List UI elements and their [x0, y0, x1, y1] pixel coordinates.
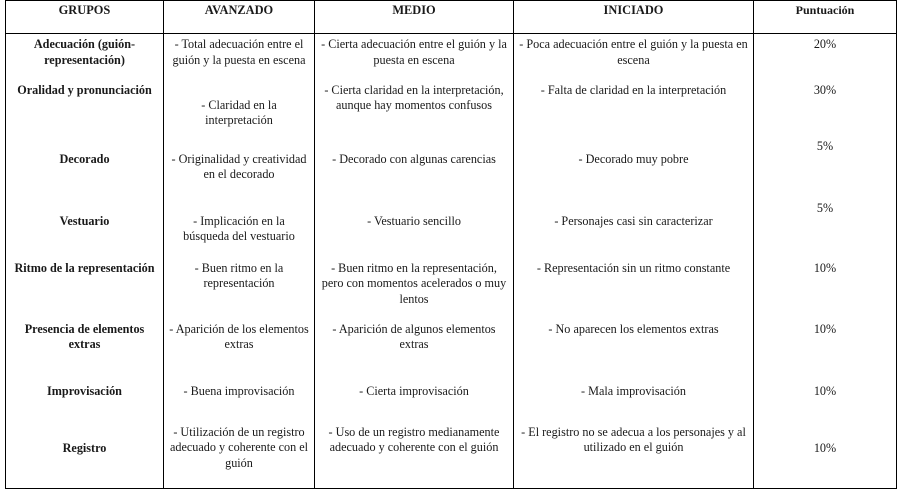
medium-cell	[315, 34, 514, 79]
medium-text: - Buen ritmo en la representación, pero con momentos acelerados o muy lentos	[321, 260, 507, 306]
beginner-text: - Poca adecuación entre el guión y la puesta en escena	[519, 37, 748, 67]
medium-cell	[315, 139, 514, 201]
beginner-text: - Decorado muy pobre	[578, 151, 689, 166]
advanced-cell	[164, 259, 315, 320]
beginner-cell	[514, 259, 754, 320]
group-label: Registro	[62, 440, 107, 455]
header-advanced: AVANZADO	[164, 1, 315, 34]
beginner-text: - Falta de claridad en la interpretación	[540, 82, 727, 97]
medium-cell	[315, 201, 514, 259]
rubric-table	[5, 0, 897, 489]
beginner-cell	[514, 424, 754, 489]
score-value: 10%	[813, 383, 837, 398]
advanced-text: - Utilización de un registro adecuado y coherente con el guión	[169, 424, 309, 470]
beginner-text: - Mala improvisación	[581, 383, 686, 398]
beginner-text: - Personajes casi sin caracterizar	[554, 213, 713, 228]
beginner-cell	[514, 382, 754, 424]
group-label: Ritmo de la representación	[14, 260, 155, 275]
advanced-text: - Claridad en la interpretación	[201, 97, 277, 127]
medium-cell	[315, 320, 514, 382]
score-value: 10%	[813, 260, 837, 275]
medium-cell	[315, 259, 514, 320]
medium-text: - Uso de un registro medianamente adecuado y coherente con el guión	[328, 424, 500, 454]
advanced-text: - Aparición de los elementos extras	[169, 321, 309, 351]
group-label: Improvisación	[47, 383, 122, 398]
table-row	[6, 139, 897, 201]
medium-text: - Cierta claridad en la interpretación, aunque hay momentos confusos	[324, 82, 504, 112]
group-cell	[6, 139, 164, 201]
advanced-cell	[164, 201, 315, 259]
advanced-cell	[164, 139, 315, 201]
group-cell	[6, 79, 164, 139]
beginner-text: - Representación sin un ritmo constante	[536, 260, 731, 275]
medium-text: - Vestuario sencillo	[367, 213, 461, 228]
group-cell	[6, 320, 164, 382]
group-label: Oralidad y pronunciación	[17, 82, 152, 97]
group-cell	[6, 424, 164, 489]
group-label: Presencia de elementos extras	[24, 321, 145, 351]
advanced-cell	[164, 424, 315, 489]
score-cell	[754, 259, 897, 320]
table-row	[6, 382, 897, 424]
table-row	[6, 320, 897, 382]
header-row	[6, 1, 897, 34]
advanced-text: - Buena improvisación	[183, 383, 295, 398]
score-cell	[754, 424, 897, 489]
score-value: 30%	[813, 82, 837, 97]
score-cell	[754, 382, 897, 424]
beginner-cell	[514, 320, 754, 382]
header-beginner: INICIADO	[514, 1, 754, 34]
table-row	[6, 424, 897, 489]
beginner-cell	[514, 201, 754, 259]
score-value: 10%	[813, 321, 837, 336]
advanced-text: - Implicación en la búsqueda del vestuario	[183, 213, 295, 243]
group-cell	[6, 34, 164, 79]
score-cell	[754, 320, 897, 382]
medium-text: - Cierta improvisación	[359, 383, 469, 398]
beginner-cell	[514, 34, 754, 79]
score-cell	[754, 139, 897, 201]
advanced-cell	[164, 382, 315, 424]
beginner-cell	[514, 139, 754, 201]
medium-text: - Decorado con algunas carencias	[332, 151, 496, 166]
medium-cell	[315, 382, 514, 424]
group-cell	[6, 382, 164, 424]
advanced-text: - Buen ritmo en la representación	[194, 260, 284, 290]
score-value: 5%	[816, 138, 834, 153]
score-cell	[754, 201, 897, 259]
advanced-cell	[164, 320, 315, 382]
group-cell	[6, 201, 164, 259]
score-cell	[754, 34, 897, 79]
score-value: 5%	[816, 200, 834, 215]
rubric-table-container	[5, 0, 896, 496]
advanced-text: - Originalidad y creatividad en el decorado	[171, 151, 307, 181]
score-cell	[754, 79, 897, 139]
medium-text: - Aparición de algunos elementos extras	[332, 321, 496, 351]
table-row	[6, 259, 897, 320]
beginner-text: - No aparecen los elementos extras	[548, 321, 719, 336]
group-cell	[6, 259, 164, 320]
score-value: 10%	[813, 440, 837, 455]
header-medium: MEDIO	[315, 1, 514, 34]
table-row	[6, 201, 897, 259]
score-value: 20%	[813, 37, 837, 51]
table-row	[6, 34, 897, 79]
header-groups: GRUPOS	[6, 1, 164, 34]
group-label: Adecuación (guión-representación)	[33, 37, 136, 67]
beginner-text: - El registro no se adecua a los personajes y al utilizado en el guión	[521, 424, 746, 454]
table-row	[6, 79, 897, 139]
group-label: Vestuario	[59, 213, 110, 228]
advanced-cell	[164, 79, 315, 139]
advanced-text: - Total adecuación entre el guión y la puesta en escena	[172, 37, 306, 67]
header-score: Puntuación	[754, 1, 897, 34]
medium-cell	[315, 79, 514, 139]
medium-cell	[315, 424, 514, 489]
advanced-cell	[164, 34, 315, 79]
medium-text: - Cierta adecuación entre el guión y la puesta en escena	[321, 37, 507, 67]
group-label: Decorado	[59, 151, 110, 166]
beginner-cell	[514, 79, 754, 139]
